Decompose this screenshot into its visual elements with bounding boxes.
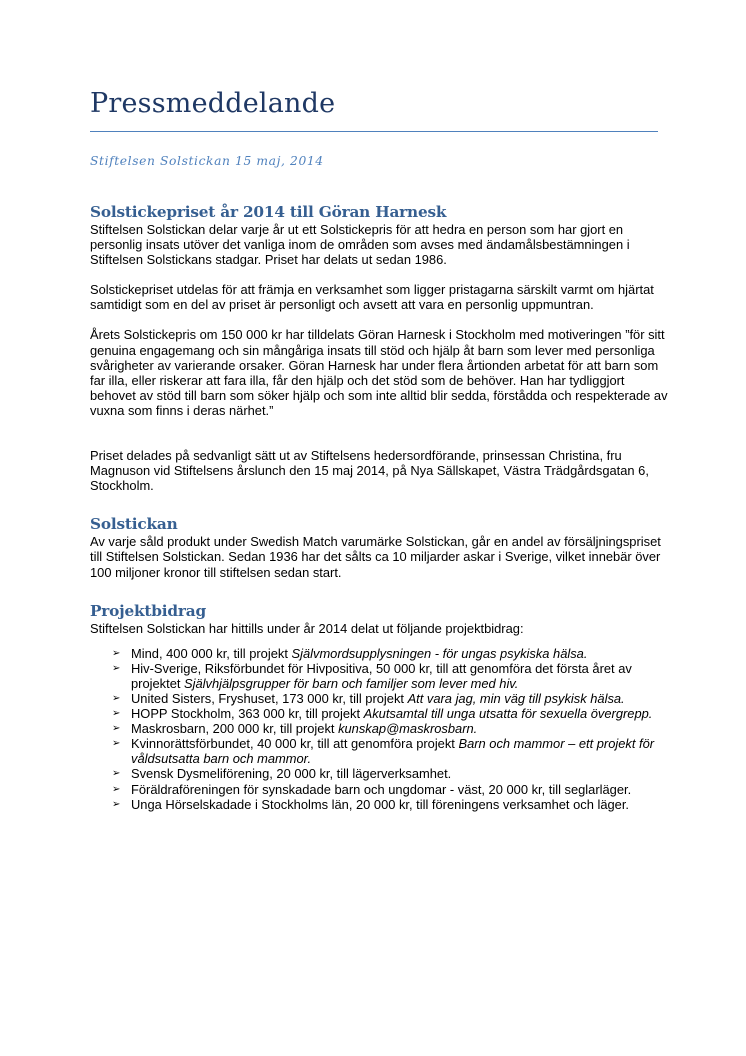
paragraph: Stiftelsen Solstickan delar varje år ut ett Solstickepris för att hedra en person som har gjort en personlig insats utöver det vanliga inom de områden som avses med ändamålsbestämningen i Stiftelsen Solstickans stadgar. Priset har delats ut sedan 1986. — [90, 222, 630, 268]
arrowhead-bullet-icon: ➢ — [112, 662, 121, 674]
paragraph: Stiftelsen Solstickan har hittills under år 2014 delat ut följande projektbidrag: — [90, 620, 524, 636]
list-item: ➢ Svensk Dysmeliförening, 20 000 kr, till lägerverksamhet. — [112, 766, 452, 782]
paragraph: Solstickepriset utdelas för att främja en verksamhet som ligger pristagarna särskilt varmt om hjärtat samtidigt som en del av priset är personligt och avsett att vara en personlig uppmuntran. — [90, 282, 654, 313]
arrowhead-bullet-icon: ➢ — [112, 798, 121, 810]
paragraph: Årets Solstickepris om 150 000 kr har tilldelats Göran Harnesk i Stockholm med motiveringen ”för sitt genuina engagemang och sin mångåriga insats till stöd och hjälp åt barn som lever med personliga svårigheter av varierande orsaker. Göran Harnesk har under flera årtionden arbetat för att barn som far illa, eller riskerar att fara illa, får den hjälp och det stöd som de behöver. Han har tydliggjort behovet av stöd till barn som söker hjälp och som inte alltid blir sedda, förstådda och respekterade av vuxna som finns i deras närhet.” — [90, 327, 668, 418]
list-item: ➢ Kvinnorättsförbundet, 40 000 kr, till att genomföra projekt Barn och mammor – ett projekt för våldsutsatta barn och mammor. — [112, 736, 655, 767]
page-title: Pressmeddelande — [90, 88, 336, 119]
section-heading-solstickan: Solstickan — [90, 515, 178, 534]
section-heading-prize: Solstickepriset år 2014 till Göran Harnesk — [90, 203, 447, 221]
grant-list — [90, 646, 670, 812]
document-body — [90, 203, 670, 812]
list-item: ➢ Föräldraföreningen för synskadade barn och ungdomar - väst, 20 000 kr, till seglarläger. — [112, 781, 632, 797]
arrowhead-bullet-icon: ➢ — [112, 783, 121, 795]
arrowhead-bullet-icon: ➢ — [112, 768, 121, 780]
list-item: ➢ Maskrosbarn, 200 000 kr, till projekt kunskap@maskrosbarn. — [112, 721, 478, 737]
paragraph: Priset delades på sedvanligt sätt ut av Stiftelsens hedersordförande, prinsessan Christina, fru Magnuson vid Stiftelsens årslunch den 15 maj 2014, på Nya Sällskapet, Västra Trädgårdsgatan 6, Stockholm. — [90, 448, 649, 494]
arrowhead-bullet-icon: ➢ — [112, 692, 121, 704]
title-divider — [90, 131, 658, 132]
arrowhead-bullet-icon: ➢ — [112, 738, 121, 750]
section-heading-projektbidrag: Projektbidrag — [90, 601, 206, 620]
paragraph: Av varje såld produkt under Swedish Match varumärke Solstickan, går en andel av försäljningspriset till Stiftelsen Solstickan. Sedan 1936 har det sålts ca 10 miljarder askar i Sverige, vilket innebär över 100 miljoner kronor till stiftelsen sedan start. — [90, 534, 661, 580]
arrowhead-bullet-icon: ➢ — [112, 723, 121, 735]
list-item: ➢ Hiv-Sverige, Riksförbundet för Hivpositiva, 50 000 kr, till att genomföra det första året av projektet Självhjälpsgrupper för barn och familjer som lever med hiv. — [112, 660, 632, 691]
list-item: ➢ United Sisters, Fryshuset, 173 000 kr, till projekt Att vara jag, min väg till psykisk hälsa. — [112, 690, 625, 706]
list-item: ➢ HOPP Stockholm, 363 000 kr, till projekt Akutsamtal till unga utsatta för sexuella övergrepp. — [112, 706, 653, 722]
arrowhead-bullet-icon: ➢ — [112, 708, 121, 720]
list-item: ➢ Mind, 400 000 kr, till projekt Självmordsupplysningen - för ungas psykiska hälsa. — [112, 645, 588, 661]
list-item: ➢ Unga Hörselskadade i Stockholms län, 20 000 kr, till föreningens verksamhet och läger. — [112, 796, 629, 812]
arrowhead-bullet-icon: ➢ — [112, 647, 121, 659]
page-subtitle: Stiftelsen Solstickan 15 maj, 2014 — [90, 154, 324, 168]
